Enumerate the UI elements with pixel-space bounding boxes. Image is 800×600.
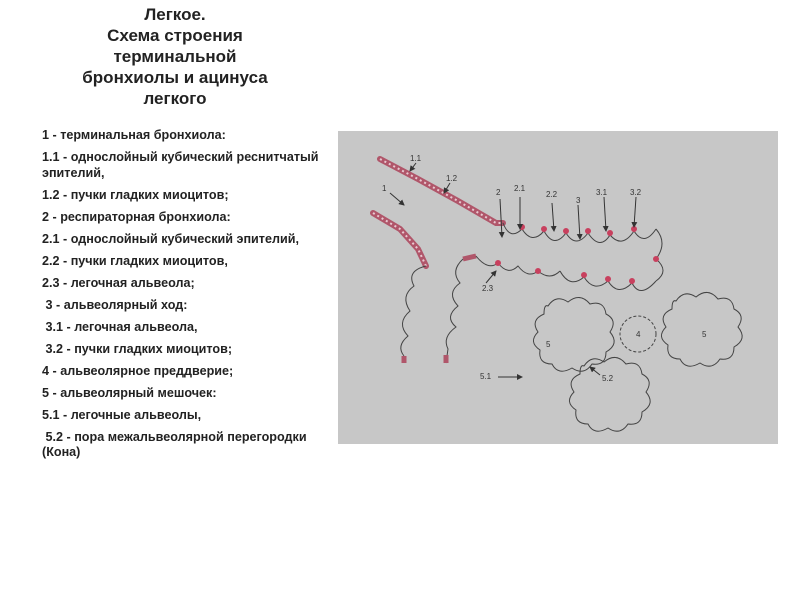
- legend-item: 3.2 - пучки гладких миоцитов;: [42, 341, 233, 356]
- acinus-diagram: [338, 131, 778, 444]
- alveolar-duct: [503, 223, 663, 291]
- label-5-1: 5.1: [480, 372, 492, 381]
- title-line: Легкое.: [144, 5, 206, 24]
- legend-item: 5 - альвеолярный мешочек:: [42, 385, 217, 400]
- left-alveoli: [401, 266, 426, 363]
- title-line: легкого: [143, 89, 207, 108]
- respiratory-bronchiole-branch: [446, 256, 560, 363]
- label-1: 1: [382, 184, 387, 193]
- legend-item: 5.1 - легочные альвеолы,: [42, 407, 202, 422]
- label-1-1: 1.1: [410, 154, 422, 163]
- page-title: [40, 4, 310, 109]
- legend-item: 2.2 - пучки гладких миоцитов,: [42, 253, 228, 268]
- label-3: 3: [576, 196, 581, 205]
- label-5-a: 5: [546, 340, 551, 349]
- legend-item: 2 - респираторная бронхиола:: [42, 209, 231, 224]
- legend-list: [42, 128, 342, 467]
- label-3-2: 3.2: [630, 188, 642, 197]
- terminal-bronchiole: [373, 159, 503, 266]
- label-1-2: 1.2: [446, 174, 458, 183]
- legend-item: 3 - альвеолярный ход:: [42, 297, 188, 312]
- label-2-3: 2.3: [482, 284, 494, 293]
- label-4: 4: [636, 330, 641, 339]
- label-2: 2: [496, 188, 501, 197]
- title-line: терминальной: [113, 47, 237, 66]
- legend-item: 3.1 - легочная альвеола,: [42, 319, 198, 334]
- title-line: бронхиолы и ацинуса: [82, 68, 268, 87]
- legend-item: 2.3 - легочная альвеола;: [42, 275, 195, 290]
- diagram-svg: [338, 131, 778, 444]
- label-2-2: 2.2: [546, 190, 558, 199]
- alveolar-sacs: [533, 292, 742, 431]
- label-3-1: 3.1: [596, 188, 608, 197]
- legend-item: 2.1 - однослойный кубический эпителий,: [42, 231, 299, 246]
- legend-item: 4 - альвеолярное преддверие;: [42, 363, 234, 378]
- legend-item: 5.2 - пора межальвеолярной перегородки (Кона): [42, 429, 311, 459]
- title-line: Схема строения: [107, 26, 243, 45]
- label-5-2: 5.2: [602, 374, 614, 383]
- legend-item: 1.1 - однослойный кубический реснитчатый эпителий,: [42, 150, 323, 180]
- legend-item: 1.2 - пучки гладких миоцитов;: [42, 187, 229, 202]
- smooth-muscle-bundles: [495, 224, 659, 284]
- legend-item: 1 - терминальная бронхиола:: [42, 128, 226, 142]
- label-5-b: 5: [702, 330, 707, 339]
- label-2-1: 2.1: [514, 184, 526, 193]
